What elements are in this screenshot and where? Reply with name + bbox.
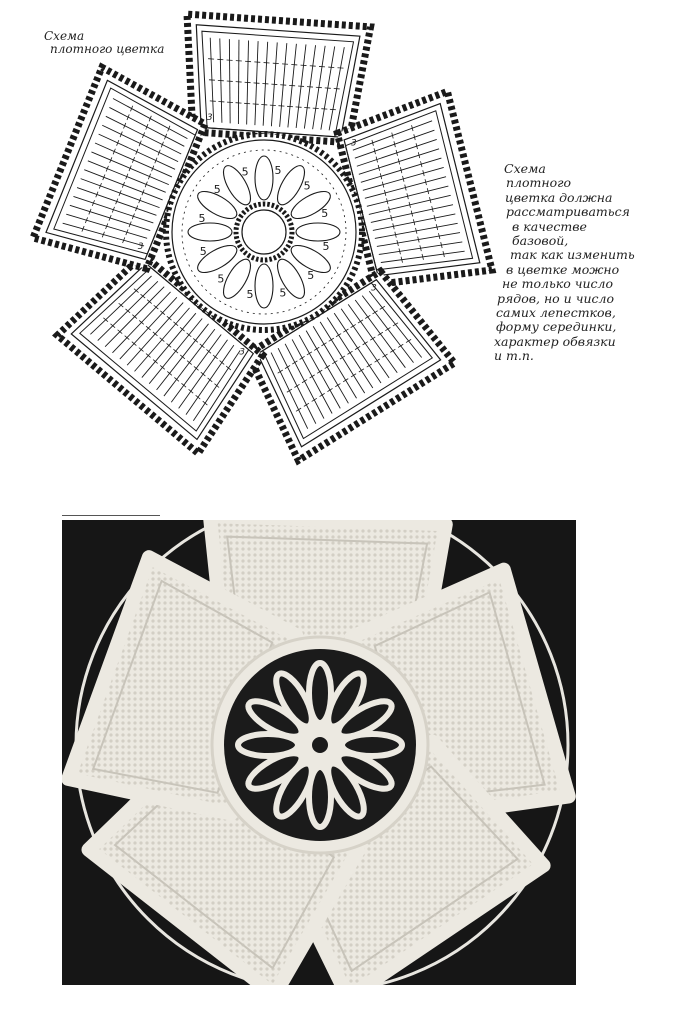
note-line: базовой, — [512, 233, 569, 249]
note-line: рассматриваться — [506, 204, 630, 220]
note-line: плотного — [506, 175, 571, 191]
note-line: самих лепестков, — [496, 305, 616, 321]
edge-count-label: 3 — [206, 112, 213, 123]
row-count-label: 5 — [213, 182, 221, 196]
row-count-label: 5 — [322, 240, 330, 253]
row-count-label: 5 — [274, 164, 282, 177]
row-count-label: 5 — [303, 179, 311, 193]
note-line: в цветке можно — [506, 261, 620, 277]
row-count-label: 5 — [307, 269, 315, 283]
edge-count-label: 3 — [137, 242, 144, 253]
note-line: рядов, но и число — [497, 290, 615, 306]
note-line: и т.п. — [494, 348, 534, 364]
row-count-label: 5 — [198, 212, 206, 225]
note-line: форму серединки, — [496, 319, 617, 335]
row-count-label: 5 — [199, 244, 207, 258]
edge-count-label: 3 — [370, 283, 377, 294]
diagram-title-line-2: плотного цветка — [50, 42, 165, 56]
edge-count-label: 3 — [350, 138, 357, 149]
photo-center-hole — [312, 737, 328, 753]
row-count-label: 5 — [279, 286, 287, 300]
edge-count-label: 3 — [239, 347, 245, 358]
note-line: не только число — [502, 276, 614, 292]
note-line: цветка должна — [505, 189, 613, 205]
note-line: характер обвязки — [494, 333, 616, 349]
diagram-title-line-1: Схема — [44, 29, 85, 43]
note-line: Схема — [504, 161, 546, 176]
row-count-label: 5 — [241, 165, 249, 179]
note-line: так как изменить — [510, 247, 635, 263]
row-count-label: 5 — [217, 272, 225, 286]
row-count-label: 5 — [321, 207, 329, 221]
note-line: в качестве — [512, 218, 587, 234]
row-count-label: 5 — [246, 288, 254, 301]
